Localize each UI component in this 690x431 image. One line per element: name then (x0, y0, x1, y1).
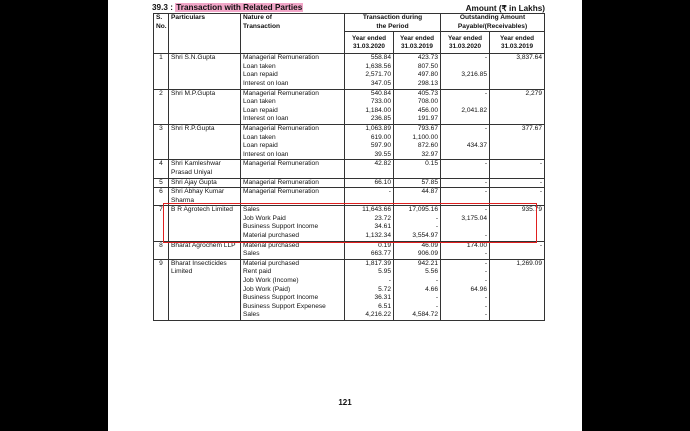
cell-line: 2,279 (525, 89, 543, 97)
cell-line: 4,216.22 (365, 311, 391, 319)
cell-line: Material purchased (243, 241, 300, 249)
cell-line: 46.09 (421, 241, 439, 249)
transaction-2019-cell (394, 188, 441, 206)
cell-line: 4,584.72 (412, 311, 439, 319)
cell-line: 3,216.85 (461, 71, 488, 79)
header-particulars: Particulars (169, 14, 241, 54)
outstanding-2019-cell (490, 160, 545, 178)
cell-line: Sales (243, 311, 260, 319)
outstanding-2020-cell (441, 259, 490, 320)
transaction-2019-cell (394, 89, 441, 124)
cell-line: 2,571.70 (365, 71, 391, 79)
cell-line: 1,269.09 (516, 259, 543, 267)
cell-line: Loan taken (243, 98, 276, 106)
cell-line: 42.82 (374, 160, 391, 168)
outstanding-2019-cell (490, 259, 545, 320)
cell-line (492, 151, 542, 160)
cell-line: - (484, 188, 488, 196)
cell-line: - (435, 294, 439, 302)
cell-line: Material purchased (243, 232, 300, 240)
cell-line: Managerial Remuneration (243, 160, 319, 168)
cell-line: 6.51 (378, 302, 391, 310)
cell-line: Managerial Remuneration (243, 178, 319, 186)
sno-cell: 7 (154, 206, 169, 241)
cell-line: - (539, 178, 543, 186)
sno-cell: 6 (154, 188, 169, 206)
cell-line: 2,041.82 (461, 106, 488, 114)
transaction-2019-cell (394, 206, 441, 241)
cell-line (492, 268, 542, 277)
cell-line: Interest on loan (243, 150, 289, 158)
cell-line: Prasad Uniyal (171, 168, 213, 176)
cell-line: Rent paid (243, 268, 272, 276)
cell-line: - (484, 89, 488, 97)
cell-line: - (484, 311, 488, 319)
cell-line: Business Support Income (243, 223, 319, 231)
cell-line: - (484, 268, 488, 276)
cell-line: - (484, 259, 488, 267)
table-body (154, 54, 545, 321)
table-row (154, 178, 545, 188)
cell-line (492, 98, 542, 107)
transaction-2020-cell (345, 241, 394, 259)
cell-line (492, 277, 542, 286)
cell-line (443, 80, 487, 89)
transaction-2020-cell (345, 54, 394, 89)
nature-cell (241, 124, 345, 159)
table-row (154, 188, 545, 206)
outstanding-2020-cell (441, 160, 490, 178)
cell-line: Loan taken (243, 133, 276, 141)
transaction-2020-cell (345, 124, 394, 159)
outstanding-2019-cell (490, 124, 545, 159)
cell-line (443, 98, 487, 107)
cell-line: - (435, 223, 439, 231)
header-out-2020: Year ended 31.03.2020 (441, 32, 490, 54)
cell-line: 64.96 (470, 285, 488, 293)
transaction-2020-cell (345, 89, 394, 124)
transaction-2020-cell (345, 178, 394, 188)
cell-line: - (484, 178, 488, 186)
cell-line: Shri Kamleshwar (171, 160, 221, 168)
transaction-2019-cell (394, 160, 441, 178)
cell-line (492, 215, 542, 224)
transaction-2019-cell (394, 124, 441, 159)
cell-line: - (484, 250, 488, 258)
cell-line: 1,132.34 (365, 232, 391, 240)
cell-line: - (484, 206, 488, 214)
transaction-2020-cell (345, 188, 394, 206)
cell-line: 405.73 (417, 89, 439, 97)
outstanding-2020-cell (441, 188, 490, 206)
transaction-2020-cell (345, 160, 394, 178)
cell-line (492, 250, 542, 259)
cell-line: 23.72 (374, 214, 391, 222)
cell-line: 540.84 (370, 89, 391, 97)
cell-line: 0.15 (425, 160, 439, 168)
transaction-2019-cell (394, 54, 441, 89)
amount-unit-note: Amount (₹ in Lakhs) (465, 4, 545, 13)
cell-line: 44.87 (421, 188, 439, 196)
cell-line: 39.55 (374, 150, 391, 158)
header-trans-2019: Year ended 31.03.2019 (394, 32, 441, 54)
cell-line: Interest on loan (243, 79, 289, 87)
cell-line: - (435, 214, 439, 222)
cell-line: 3,175.04 (461, 214, 488, 222)
cell-line: Shri Abhay Kumar (171, 188, 225, 196)
outstanding-2019-cell (490, 188, 545, 206)
cell-line: Loan taken (243, 62, 276, 70)
cell-line: Loan repaid (243, 142, 278, 150)
sno-cell: 1 (154, 54, 169, 89)
cell-line (492, 294, 542, 303)
cell-line: Managerial Remuneration (243, 188, 319, 196)
cell-line: 663.77 (370, 250, 391, 258)
table-row (154, 89, 545, 124)
transaction-2019-cell (394, 178, 441, 188)
cell-line: 174.00 (466, 241, 488, 249)
cell-line: 1,817.39 (365, 259, 391, 267)
header-out-2019: Year ended 31.03.2019 (490, 32, 545, 54)
table-row (154, 160, 545, 178)
outstanding-2020-cell (441, 124, 490, 159)
cell-line: 32.97 (421, 150, 439, 158)
header-transaction-period: Transaction during the Period (345, 14, 441, 32)
cell-line: Sales (243, 250, 260, 258)
table-row (154, 54, 545, 89)
outstanding-2020-cell (441, 89, 490, 124)
cell-line: 793.67 (417, 124, 439, 132)
outstanding-2020-cell (441, 241, 490, 259)
cell-line: - (435, 277, 439, 285)
table-row (154, 259, 545, 320)
cell-line (492, 232, 542, 241)
cell-line: Loan repaid (243, 106, 278, 114)
cell-line (492, 63, 542, 72)
cell-line: - (539, 241, 543, 249)
nature-cell (241, 160, 345, 178)
cell-line (443, 223, 487, 232)
transaction-2020-cell (345, 206, 394, 241)
sno-cell: 5 (154, 178, 169, 188)
sno-cell: 8 (154, 241, 169, 259)
cell-line: 0.19 (378, 241, 391, 249)
header-trans-2020: Year ended 31.03.2020 (345, 32, 394, 54)
nature-cell (241, 178, 345, 188)
cell-line: Managerial Remuneration (243, 54, 319, 62)
cell-line: 66.10 (374, 178, 391, 186)
cell-line: 807.50 (417, 62, 439, 70)
cell-line: 57.85 (421, 178, 439, 186)
cell-line: 497.80 (417, 71, 439, 79)
cell-line: 17,095.16 (408, 206, 439, 214)
particulars-cell (169, 188, 241, 206)
cell-line: Managerial Remuneration (243, 124, 319, 132)
transaction-2019-cell (394, 241, 441, 259)
cell-line: 935.79 (521, 206, 543, 214)
transaction-2019-cell (394, 259, 441, 320)
cell-line (443, 115, 487, 124)
outstanding-2019-cell (490, 206, 545, 241)
cell-line: - (484, 232, 488, 240)
cell-line: 3,554.97 (412, 232, 439, 240)
section-number: 39.3 : (152, 3, 173, 12)
cell-line: Business Support Income (243, 294, 319, 302)
cell-line: Loan repaid (243, 71, 278, 79)
cell-line: Business Support Expenese (243, 302, 326, 310)
cell-line (492, 107, 542, 116)
cell-line: 377.67 (521, 124, 543, 132)
outstanding-2019-cell (490, 178, 545, 188)
cell-line: Job Work Paid (243, 214, 286, 222)
cell-line (492, 223, 542, 232)
cell-line: 236.85 (370, 115, 391, 123)
cell-line: Shri Ajay Gupta (171, 178, 217, 186)
cell-line: 4.66 (425, 285, 439, 293)
cell-line: 36.31 (374, 294, 391, 302)
cell-line: - (484, 124, 488, 132)
cell-line: 423.73 (417, 54, 439, 62)
particulars-cell (169, 206, 241, 241)
cell-line (492, 142, 542, 151)
cell-line: 34.61 (374, 223, 391, 231)
cell-line: 619.00 (370, 133, 391, 141)
page-number: 121 (338, 398, 352, 407)
cell-line: 191.97 (417, 115, 439, 123)
table-row (154, 206, 545, 241)
header-outstanding-amount: Outstanding Amount Payable/(Receivables) (441, 14, 545, 32)
cell-line: 733.00 (370, 98, 391, 106)
cell-line: 298.13 (417, 79, 439, 87)
outstanding-2019-cell (490, 89, 545, 124)
cell-line: 5.72 (378, 285, 391, 293)
cell-line: 1,184.00 (365, 106, 391, 114)
cell-line: 558.84 (370, 54, 391, 62)
cell-line (492, 286, 542, 295)
cell-line: Shri M.P.Gupta (171, 89, 216, 97)
particulars-cell (169, 54, 241, 89)
cell-line: Shri R.P.Gupta (171, 124, 215, 132)
cell-line: 5.56 (425, 268, 439, 276)
cell-line: 347.05 (370, 79, 391, 87)
cell-line (492, 115, 542, 124)
cell-line (443, 63, 487, 72)
cell-line (492, 71, 542, 80)
cell-line: Interest on loan (243, 115, 289, 123)
outstanding-2020-cell (441, 54, 490, 89)
cell-line: 1,638.56 (365, 62, 391, 70)
sno-cell: 4 (154, 160, 169, 178)
cell-line: 872.60 (417, 142, 439, 150)
cell-line (443, 134, 487, 143)
particulars-cell (169, 160, 241, 178)
cell-line: 942.21 (417, 259, 439, 267)
nature-cell (241, 259, 345, 320)
cell-line: Managerial Remuneration (243, 89, 319, 97)
cell-line: - (388, 277, 391, 285)
cell-line: 1,063.89 (365, 124, 391, 132)
section-title: Transaction with Related Parties (176, 3, 303, 12)
cell-line: 1,100.00 (412, 133, 439, 141)
cell-line: Bharat Insecticides (171, 259, 227, 267)
outstanding-2020-cell (441, 178, 490, 188)
cell-line: - (539, 188, 543, 196)
cell-line: - (484, 294, 488, 302)
cell-line: - (435, 302, 439, 310)
cell-line: 708.00 (417, 98, 439, 106)
document-page (108, 0, 582, 431)
nature-cell (241, 54, 345, 89)
outstanding-2019-cell (490, 241, 545, 259)
cell-line: Job Work (Paid) (243, 285, 291, 293)
header-sno: S. No. (154, 14, 169, 54)
table-row (154, 124, 545, 159)
cell-line: 456.00 (417, 106, 439, 114)
transaction-2020-cell (345, 259, 394, 320)
cell-line: 5.95 (378, 268, 391, 276)
particulars-cell (169, 178, 241, 188)
cell-line: - (539, 160, 543, 168)
cell-line (492, 134, 542, 143)
outstanding-2019-cell (490, 54, 545, 89)
outstanding-2020-cell (441, 206, 490, 241)
cell-line (492, 80, 542, 89)
cell-line (443, 151, 487, 160)
particulars-cell (169, 259, 241, 320)
cell-line: - (484, 277, 488, 285)
nature-cell (241, 89, 345, 124)
cell-line: Material purchased (243, 259, 300, 267)
related-parties-table (153, 13, 545, 321)
cell-line: - (484, 54, 488, 62)
particulars-cell (169, 241, 241, 259)
particulars-cell (169, 89, 241, 124)
cell-line: Sales (243, 206, 260, 214)
cell-line: 11,643.66 (362, 206, 391, 214)
cell-line (492, 303, 542, 312)
cell-line: - (484, 302, 488, 310)
sno-cell: 2 (154, 89, 169, 124)
cell-line: - (484, 160, 488, 168)
header-nature: Nature of Transaction (241, 14, 345, 54)
cell-line (492, 311, 542, 320)
sno-cell: 9 (154, 259, 169, 320)
nature-cell (241, 241, 345, 259)
nature-cell (241, 206, 345, 241)
cell-line: Sharma (171, 196, 195, 204)
cell-line: Job Work (Income) (243, 277, 299, 285)
cell-line: - (388, 188, 391, 196)
table-row (154, 241, 545, 259)
cell-line: B R Agrotech Limited (171, 206, 233, 214)
particulars-cell (169, 124, 241, 159)
cell-line: Bharat Agrochem LLP (171, 241, 236, 249)
cell-line: 597.90 (370, 142, 391, 150)
cell-line: 3,837.64 (516, 54, 543, 62)
section-heading (152, 3, 303, 12)
cell-line: Limited (171, 268, 193, 276)
cell-line: 906.09 (417, 250, 439, 258)
cell-line: Shri S.N.Gupta (171, 54, 216, 62)
nature-cell (241, 188, 345, 206)
cell-line: 434.37 (466, 142, 488, 150)
sno-cell: 3 (154, 124, 169, 159)
